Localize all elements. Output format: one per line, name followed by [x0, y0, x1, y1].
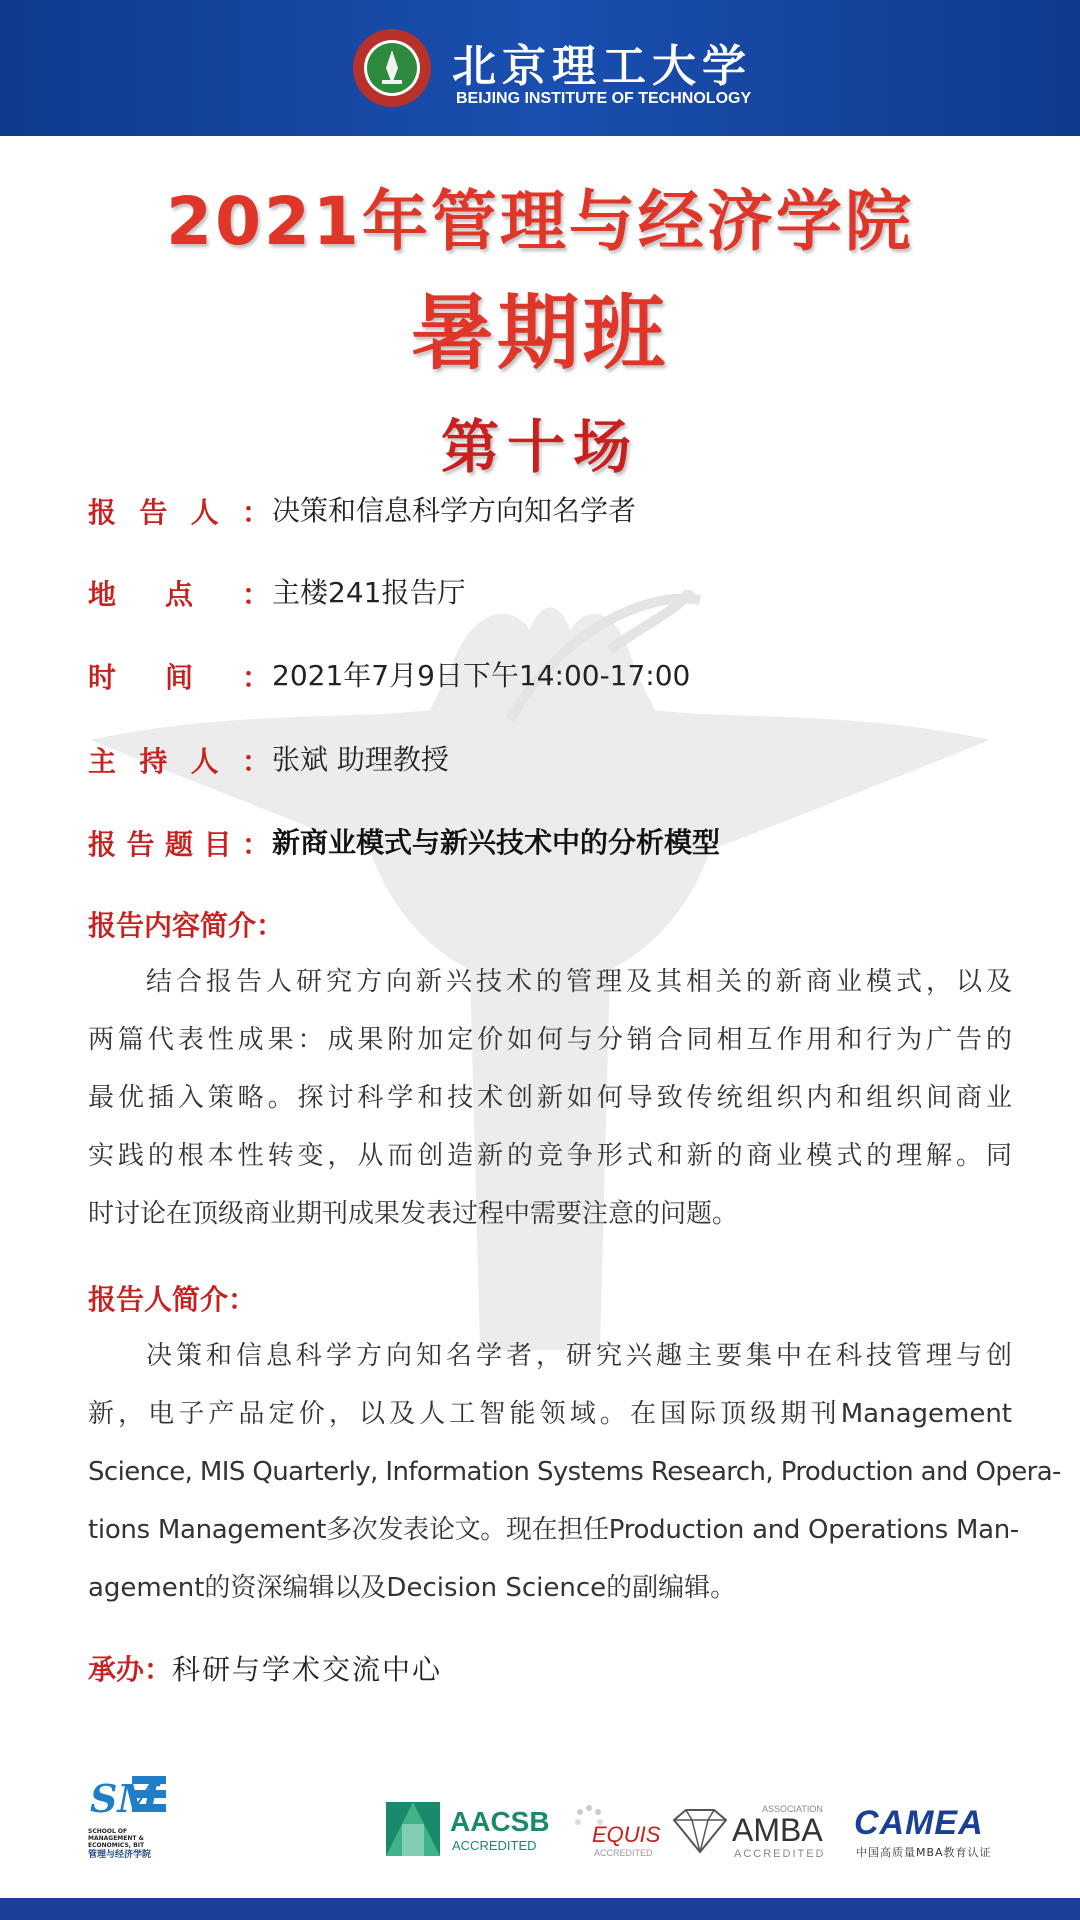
info-label: 报 告 人 ： — [88, 496, 270, 529]
speaker-section-title: 报告人简介： — [88, 1283, 257, 1316]
paragraph-line: 两篇代表性成果：成果附加定价如何与分销合同相互作用和行为广告的 — [88, 1025, 1012, 1055]
info-label: 主 持 人 ： — [88, 745, 270, 778]
aacsb-logo: AACSB ACCREDITED — [386, 1802, 546, 1858]
camea-logo: CAMEA 中国高质量MBA教育认证 — [854, 1804, 992, 1859]
school-sm-icon — [88, 1772, 168, 1824]
aacsb-icon — [386, 1802, 440, 1856]
organizer — [88, 1648, 442, 1698]
info-label: 时 间 ： — [88, 661, 270, 694]
info-value: 主楼241报告厅 — [272, 576, 466, 609]
info-label: 报 告 题 目 ： — [88, 828, 270, 861]
content-paragraph — [88, 953, 1012, 1243]
paragraph-line: tions Management多次发表论文。现在担任Production and Operations Man- — [88, 1515, 1019, 1545]
info-value: 决策和信息科学方向知名学者 — [272, 494, 637, 527]
footer-bar — [0, 1898, 1080, 1920]
session-number: 第十场 — [440, 413, 639, 481]
speaker-paragraph — [88, 1327, 1061, 1617]
svg-text:SM: SM — [90, 1776, 160, 1821]
amba-logo: ASSOCIATION AMBA ACCREDITED — [670, 1804, 830, 1860]
paragraph-line: 实践的根本性转变，从而创造新的竞争形式和新的商业模式的理解。同 — [88, 1141, 1012, 1171]
paragraph-line: 新，电子产品定价，以及人工智能领域。在国际顶级期刊Management — [88, 1399, 1012, 1429]
university-name-cn: 北京理工大学 — [452, 41, 752, 92]
info-value: 张斌 助理教授 — [272, 743, 449, 776]
organizer-value: 科研与学术交流中心 — [172, 1653, 443, 1686]
event-title-line1: 2021年管理与经济学院 — [166, 183, 914, 260]
university-name-en: BEIJING INSTITUTE OF TECHNOLOGY — [456, 90, 752, 107]
equis-logo: EQUIS ACCREDITED — [574, 1804, 658, 1860]
school-logo — [88, 1772, 168, 1862]
paragraph-line: 最优插入策略。探讨科学和技术创新如何导致传统组织内和组织间商业 — [88, 1083, 1012, 1113]
school-logo-text: SCHOOL OF MANAGEMENT & ECONOMICS, BIT 管理与经济学院 — [88, 1828, 152, 1860]
content-section-title: 报告内容简介： — [88, 909, 285, 942]
paragraph-line: agement的资深编辑以及Decision Science的副编辑。 — [88, 1573, 737, 1603]
university-seal-icon — [352, 28, 432, 108]
paragraph-line: 时讨论在顶级商业期刊成果发表过程中需要注意的问题。 — [88, 1199, 739, 1229]
info-value: 2021年7月9日下午14:00-17:00 — [272, 659, 691, 692]
paragraph-line: 结合报告人研究方向新兴技术的管理及其相关的新商业模式，以及 — [146, 967, 1012, 997]
amba-diamond-icon — [670, 1806, 730, 1856]
paragraph-line: 决策和信息科学方向知名学者，研究兴趣主要集中在科技管理与创 — [146, 1341, 1012, 1371]
header-banner — [0, 0, 1080, 136]
topic-value: 新商业模式与新兴技术中的分析模型 — [272, 826, 721, 859]
event-title-line2: 暑期班 — [410, 286, 669, 381]
paragraph-line: Science, MIS Quarterly, Information Systems Research, Production and Opera- — [88, 1457, 1061, 1487]
organizer-label: 承办： — [88, 1653, 173, 1686]
info-label: 地 点 ： — [88, 578, 270, 611]
